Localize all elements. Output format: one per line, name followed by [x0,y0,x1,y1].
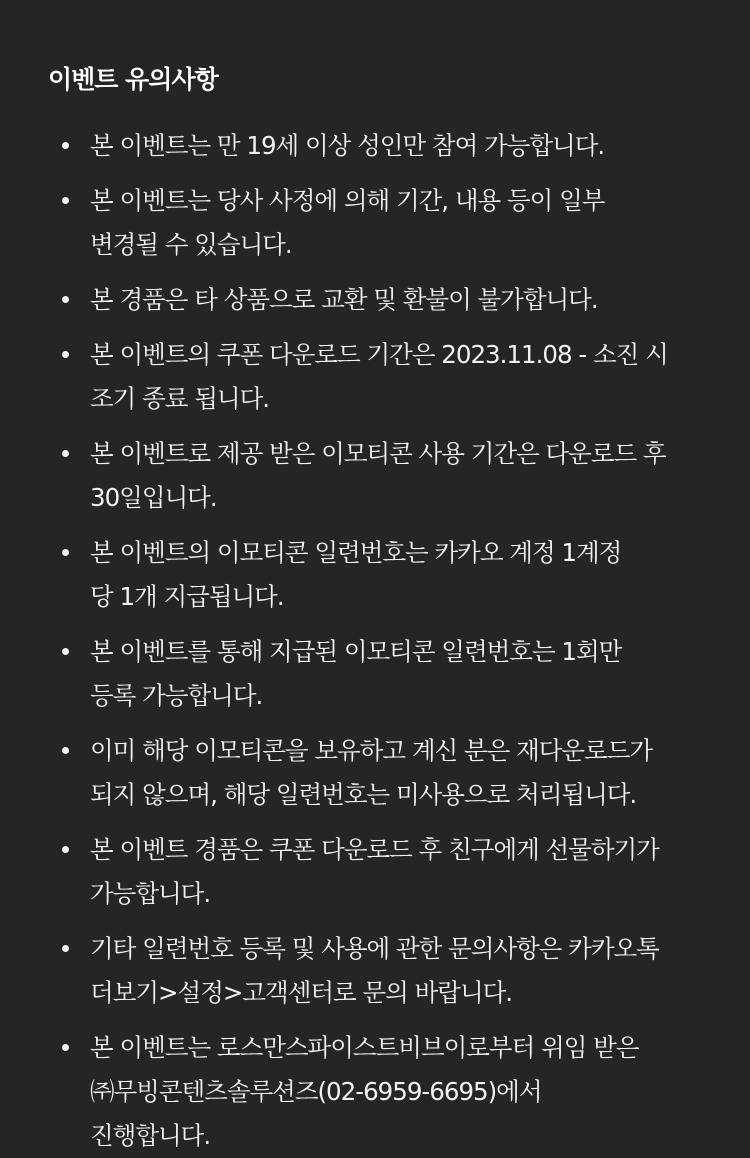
bullet-icon [62,648,69,655]
notice-item [48,432,716,520]
notice-item-text: 진행합니다. [90,1121,211,1150]
notice-item-text: 본 경품은 타 상품으로 교환 및 환불이 불가합니다. [90,285,598,314]
notice-item-text: 30일입니다. [90,483,217,512]
notice-item-text: 본 이벤트를 통해 지급된 이모티콘 일련번호는 1회만 [90,637,622,666]
notice-title: 이벤트 유의사항 [48,65,218,94]
notice-item-text: 되지 않으며, 해당 일련번호는 미사용으로 처리됩니다. [90,780,637,809]
bullet-icon [62,1044,69,1051]
notice-item-text: 더보기>설정>고객센터로 문의 바랍니다. [90,978,513,1007]
notice-item [48,124,716,168]
notice-item-text: 본 이벤트의 이모티콘 일련번호는 카카오 계정 1계정 [90,538,622,567]
notice-item-text: 당 1개 지급됩니다. [90,582,284,611]
notice-item-text: 조기 종료 됩니다. [90,384,270,413]
notice-item [48,1026,716,1158]
notice-item-text: 본 이벤트의 쿠폰 다운로드 기간은 2023.11.08 - 소진 시 [90,340,668,369]
notice-item-text: 본 이벤트는 만 19세 이상 성인만 참여 가능합니다. [90,131,605,160]
bullet-icon [62,197,69,204]
bullet-icon [62,142,69,149]
notice-item-text: 기타 일련번호 등록 및 사용에 관한 문의사항은 카카오톡 [90,934,659,963]
notice-item-text: 본 이벤트는 로스만스파이스트비브이로부터 위임 받은 [90,1033,639,1062]
notice-item-text: 가능합니다. [90,879,211,908]
bullet-icon [62,450,69,457]
notice-item-text: ㈜무빙콘텐츠솔루션즈(02-6959-6695)에서 [90,1077,542,1106]
notice-item-text: 본 이벤트 경품은 쿠폰 다운로드 후 친구에게 선물하기가 [90,835,659,864]
bullet-icon [62,549,69,556]
notice-item [48,333,716,421]
notice-item-text: 본 이벤트는 당사 사정에 의해 기간, 내용 등이 일부 [90,186,605,215]
notice-item [48,531,716,619]
bullet-icon [62,846,69,853]
notice-item-text: 본 이벤트로 제공 받은 이모티콘 사용 기간은 다운로드 후 [90,439,666,468]
notice-list [48,124,716,1158]
notice-item [48,630,716,718]
bullet-icon [62,296,69,303]
notice-item [48,179,716,267]
notice-item [48,828,716,916]
notice-item [48,927,716,1015]
notice-item-text: 이미 해당 이모티콘을 보유하고 계신 분은 재다운로드가 [90,736,653,765]
bullet-icon [62,945,69,952]
notice-item-text: 변경될 수 있습니다. [90,230,292,259]
notice-item-text: 등록 가능합니다. [90,681,263,710]
notice-item [48,729,716,817]
bullet-icon [62,351,69,358]
notice-item [48,278,716,322]
bullet-icon [62,747,69,754]
